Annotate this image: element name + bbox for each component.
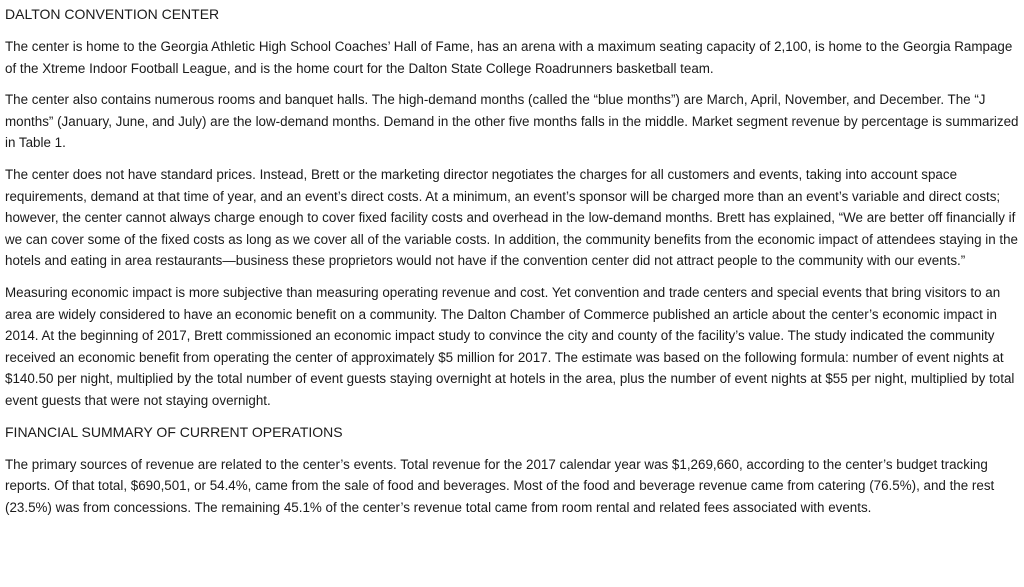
section-heading-financial-summary: FINANCIAL SUMMARY OF CURRENT OPERATIONS [5,423,343,440]
section-heading-convention-center: DALTON CONVENTION CENTER [5,6,220,22]
paragraph-overview: The center is home to the Georgia Athletic High School Coaches’ Hall of Fame, has an arena with a maximum seating capacity of 2,100, is home to the Georgia Rampage of the Xtreme Indoor Football League, and is the home court for the Dalton State College Roadrunners basketball team. [5,39,1013,76]
paragraph-economic-impact: Measuring economic impact is more subjective than measuring operating revenue and cost. Yet convention and trade centers and special events that bring visitors to an area are widely considered to have an economic benefit on a community. The Dalton Chamber of Commerce published an article about the center’s economic impact in 2014. At the beginning of 2017, Brett commissioned an economic impact study to convince the city and county of the facility’s value. The study indicated the community received an economic benefit from operating the center of approximately $5 million for 2017. The estimate was based on the following formula: number of event nights at $140.50 per night, multiplied by the total number of event guests staying overnight at hotels in the area, plus the number of event nights at $55 per night, multiplied by total event guests that were not staying overnight. [5,284,1015,408]
paragraph-pricing: The center does not have standard prices. Instead, Brett or the marketing director negotiates the charges for all customers and events, taking into account space requirements, demand at that time of year, and an event’s direct costs. At a minimum, an event’s sponsor will be charged more than an event’s variable and direct costs; however, the center cannot always charge enough to cover fixed facility costs and overhead in the low-demand months. Brett has explained, “We are better off financially if we can cover some of the fixed costs as long as we cover all of the variable costs. In addition, the community benefits from the economic impact of attendees staying in the hotels and eating in area restaurants—business these proprietors would not have if the convention center did not attract people to the community with our events.” [5,166,1019,269]
paragraph-demand-months: The center also contains numerous rooms and banquet halls. The high-demand months (called the “blue months”) are March, April, November, and December. The “J months” (January, June, and July) are the low-demand months. Demand in the other five months falls in the middle. Market segment revenue by percentage is summarized in Table 1. [5,92,1019,151]
paragraph-revenue: The primary sources of revenue are related to the center’s events. Total revenue for the 2017 calendar year was $1,269,660, according to the center’s budget tracking reports. Of that total, $690,501, or 54.4%, came from the sale of food and beverages. Most of the food and beverage revenue came from catering (76.5%), and the rest (23.5%) was from concessions. The remaining 45.1% of the center’s revenue total came from room rental and related fees associated with events. [5,456,995,515]
